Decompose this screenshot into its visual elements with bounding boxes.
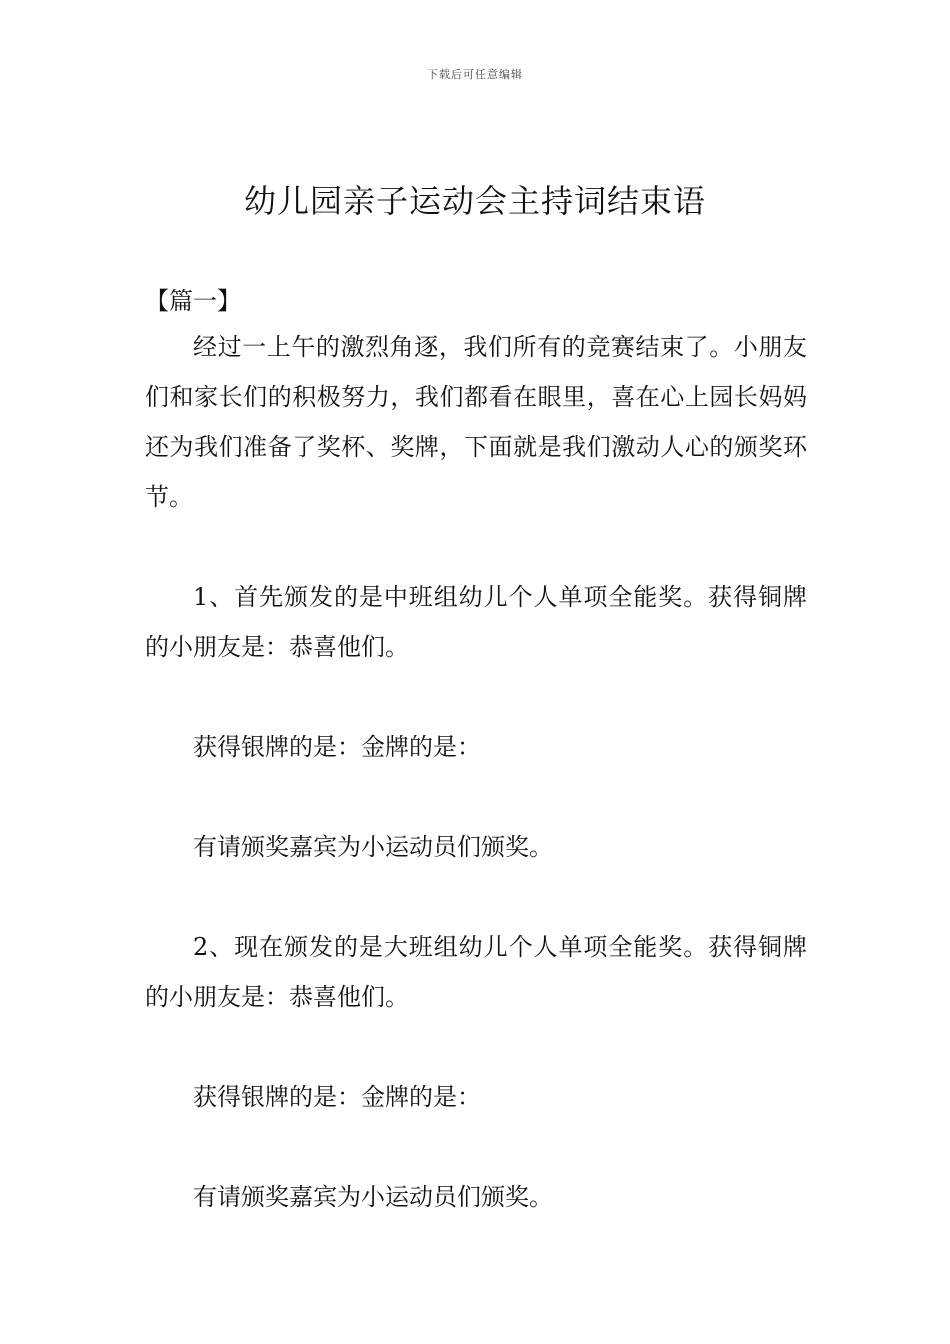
paragraph-invite-presenter-2: 有请颁奖嘉宾为小运动员们颁奖。	[193, 1183, 553, 1211]
paragraph-award-middle-class: 1、首先颁发的是中班组幼儿个人单项全能奖。获得铜牌的小朋友是：恭喜他们。	[145, 583, 807, 661]
paragraph-spacer	[145, 522, 807, 572]
paragraph-silver-gold-2: 获得银牌的是：金牌的是：	[193, 1083, 481, 1111]
paragraph-spacer	[145, 672, 807, 722]
document-title: 幼儿园亲子运动会主持词结束语	[243, 182, 706, 220]
paragraph-spacer	[145, 1022, 807, 1072]
paragraph-award-senior-class: 2、现在颁发的是大班组幼儿个人单项全能奖。获得铜牌的小朋友是：恭喜他们。	[145, 933, 807, 1011]
section-label: 【篇一】	[145, 287, 241, 315]
paragraph-spacer	[145, 772, 807, 822]
paragraph-invite-presenter-1: 有请颁奖嘉宾为小运动员们颁奖。	[193, 833, 553, 861]
paragraph-spacer	[145, 872, 807, 922]
paragraph-silver-gold-1: 获得银牌的是：金牌的是：	[193, 733, 481, 761]
paragraph-spacer	[145, 1122, 807, 1172]
page-header-note: 下载后可任意编辑	[427, 68, 523, 81]
paragraph-intro: 经过一上午的激烈角逐，我们所有的竞赛结束了。小朋友们和家长们的积极努力，我们都看在眼里，喜在心上园长妈妈还为我们准备了奖杯、奖牌，下面就是我们激动人心的颁奖环节。	[145, 333, 807, 511]
document-body	[145, 280, 807, 1222]
